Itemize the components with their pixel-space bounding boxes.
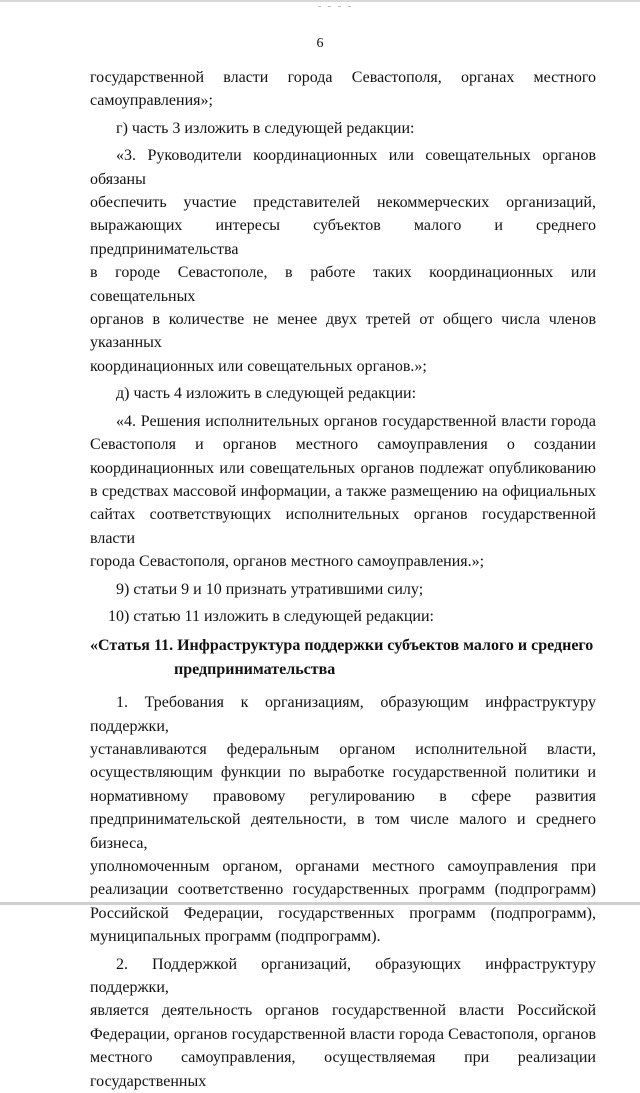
text-line: «4. Решения исполнительных органов государственной власти города bbox=[116, 412, 596, 430]
text-line: г) часть 3 изложить в следующей редакции: bbox=[116, 119, 415, 137]
text-line: города Севастополя, органов местного самоуправления.»; bbox=[90, 553, 485, 571]
text-line: обеспечить участие представителей некоммерческих организаций, bbox=[90, 194, 596, 212]
text-line: государственной власти города Севастополя, органах местного bbox=[90, 69, 596, 86]
text-line: выражающих интересы субъектов малого и среднего предпринимательства bbox=[90, 217, 596, 258]
text-line: местного самоуправления, осуществляемая при реализации государственных bbox=[90, 1049, 596, 1090]
text-line: координационных или совещательных органов.»; bbox=[90, 357, 427, 375]
text-line: координационных или совещательных органов подлежат опубликованию bbox=[90, 459, 596, 477]
text-line: 1. Требования к организациям, образующим инфраструктуру поддержки, bbox=[90, 694, 596, 735]
text-line: нормативному правовому регулированию в сфере развития bbox=[90, 787, 596, 805]
text-line: в средствах массовой информации, а также размещению на официальных bbox=[90, 482, 596, 500]
text-line: в городе Севастополе, в работе таких координационных или совещательных bbox=[90, 264, 596, 305]
text-line: устанавливаются федеральным органом исполнительной власти, bbox=[90, 740, 596, 758]
article-heading-line: «Статья 11. Инфраструктура поддержки субъектов малого и среднего bbox=[90, 637, 594, 655]
text-line: Федерации, органов государственной власти города Севастополя, органов bbox=[90, 1025, 596, 1043]
text-line: 2. Поддержкой организаций, образующих инфраструктуру поддержки, bbox=[90, 955, 596, 997]
text-line: д) часть 4 изложить в следующей редакции: bbox=[116, 385, 417, 403]
text-line: Российской Федерации, государственных программ (подпрограмм), bbox=[90, 904, 596, 922]
page-number: 6 bbox=[316, 36, 324, 51]
text-line: осуществляющим функции по выработке государственной политики и bbox=[90, 764, 596, 782]
text-line: органов в количестве не менее двух третей от общего числа членов указанных bbox=[90, 311, 596, 352]
text-line: сайтах соответствующих исполнительных органов государственной власти bbox=[90, 506, 596, 547]
text-line: уполномоченным органом, органами местного самоуправления при bbox=[90, 858, 596, 875]
scan-edge-top bbox=[0, 0, 640, 2]
scan-artifact-dots bbox=[318, 6, 358, 10]
article-heading bbox=[90, 634, 596, 681]
text-line: муниципальных программ (подпрограмм). bbox=[90, 928, 381, 946]
text-line: 10) статью 11 изложить в следующей редакции: bbox=[108, 607, 434, 625]
text-line: Севастополя и органов местного самоуправления о создании bbox=[90, 436, 596, 454]
text-line: является деятельность органов государственной власти Российской bbox=[90, 1002, 596, 1020]
document-body bbox=[90, 66, 596, 1093]
text-line: самоуправления»; bbox=[90, 92, 213, 110]
article-heading-line: предпринимательства bbox=[174, 660, 336, 678]
text-line: реализации соответственно государственных программ (подпрограмм) bbox=[90, 881, 596, 899]
text-line: предпринимательской деятельности, в том числе малого и среднего бизнеса, bbox=[90, 811, 596, 852]
text-line: «3. Руководители координационных или совещательных органов обязаны bbox=[90, 147, 596, 188]
text-line: 9) статьи 9 и 10 признать утратившими силу; bbox=[116, 580, 424, 598]
